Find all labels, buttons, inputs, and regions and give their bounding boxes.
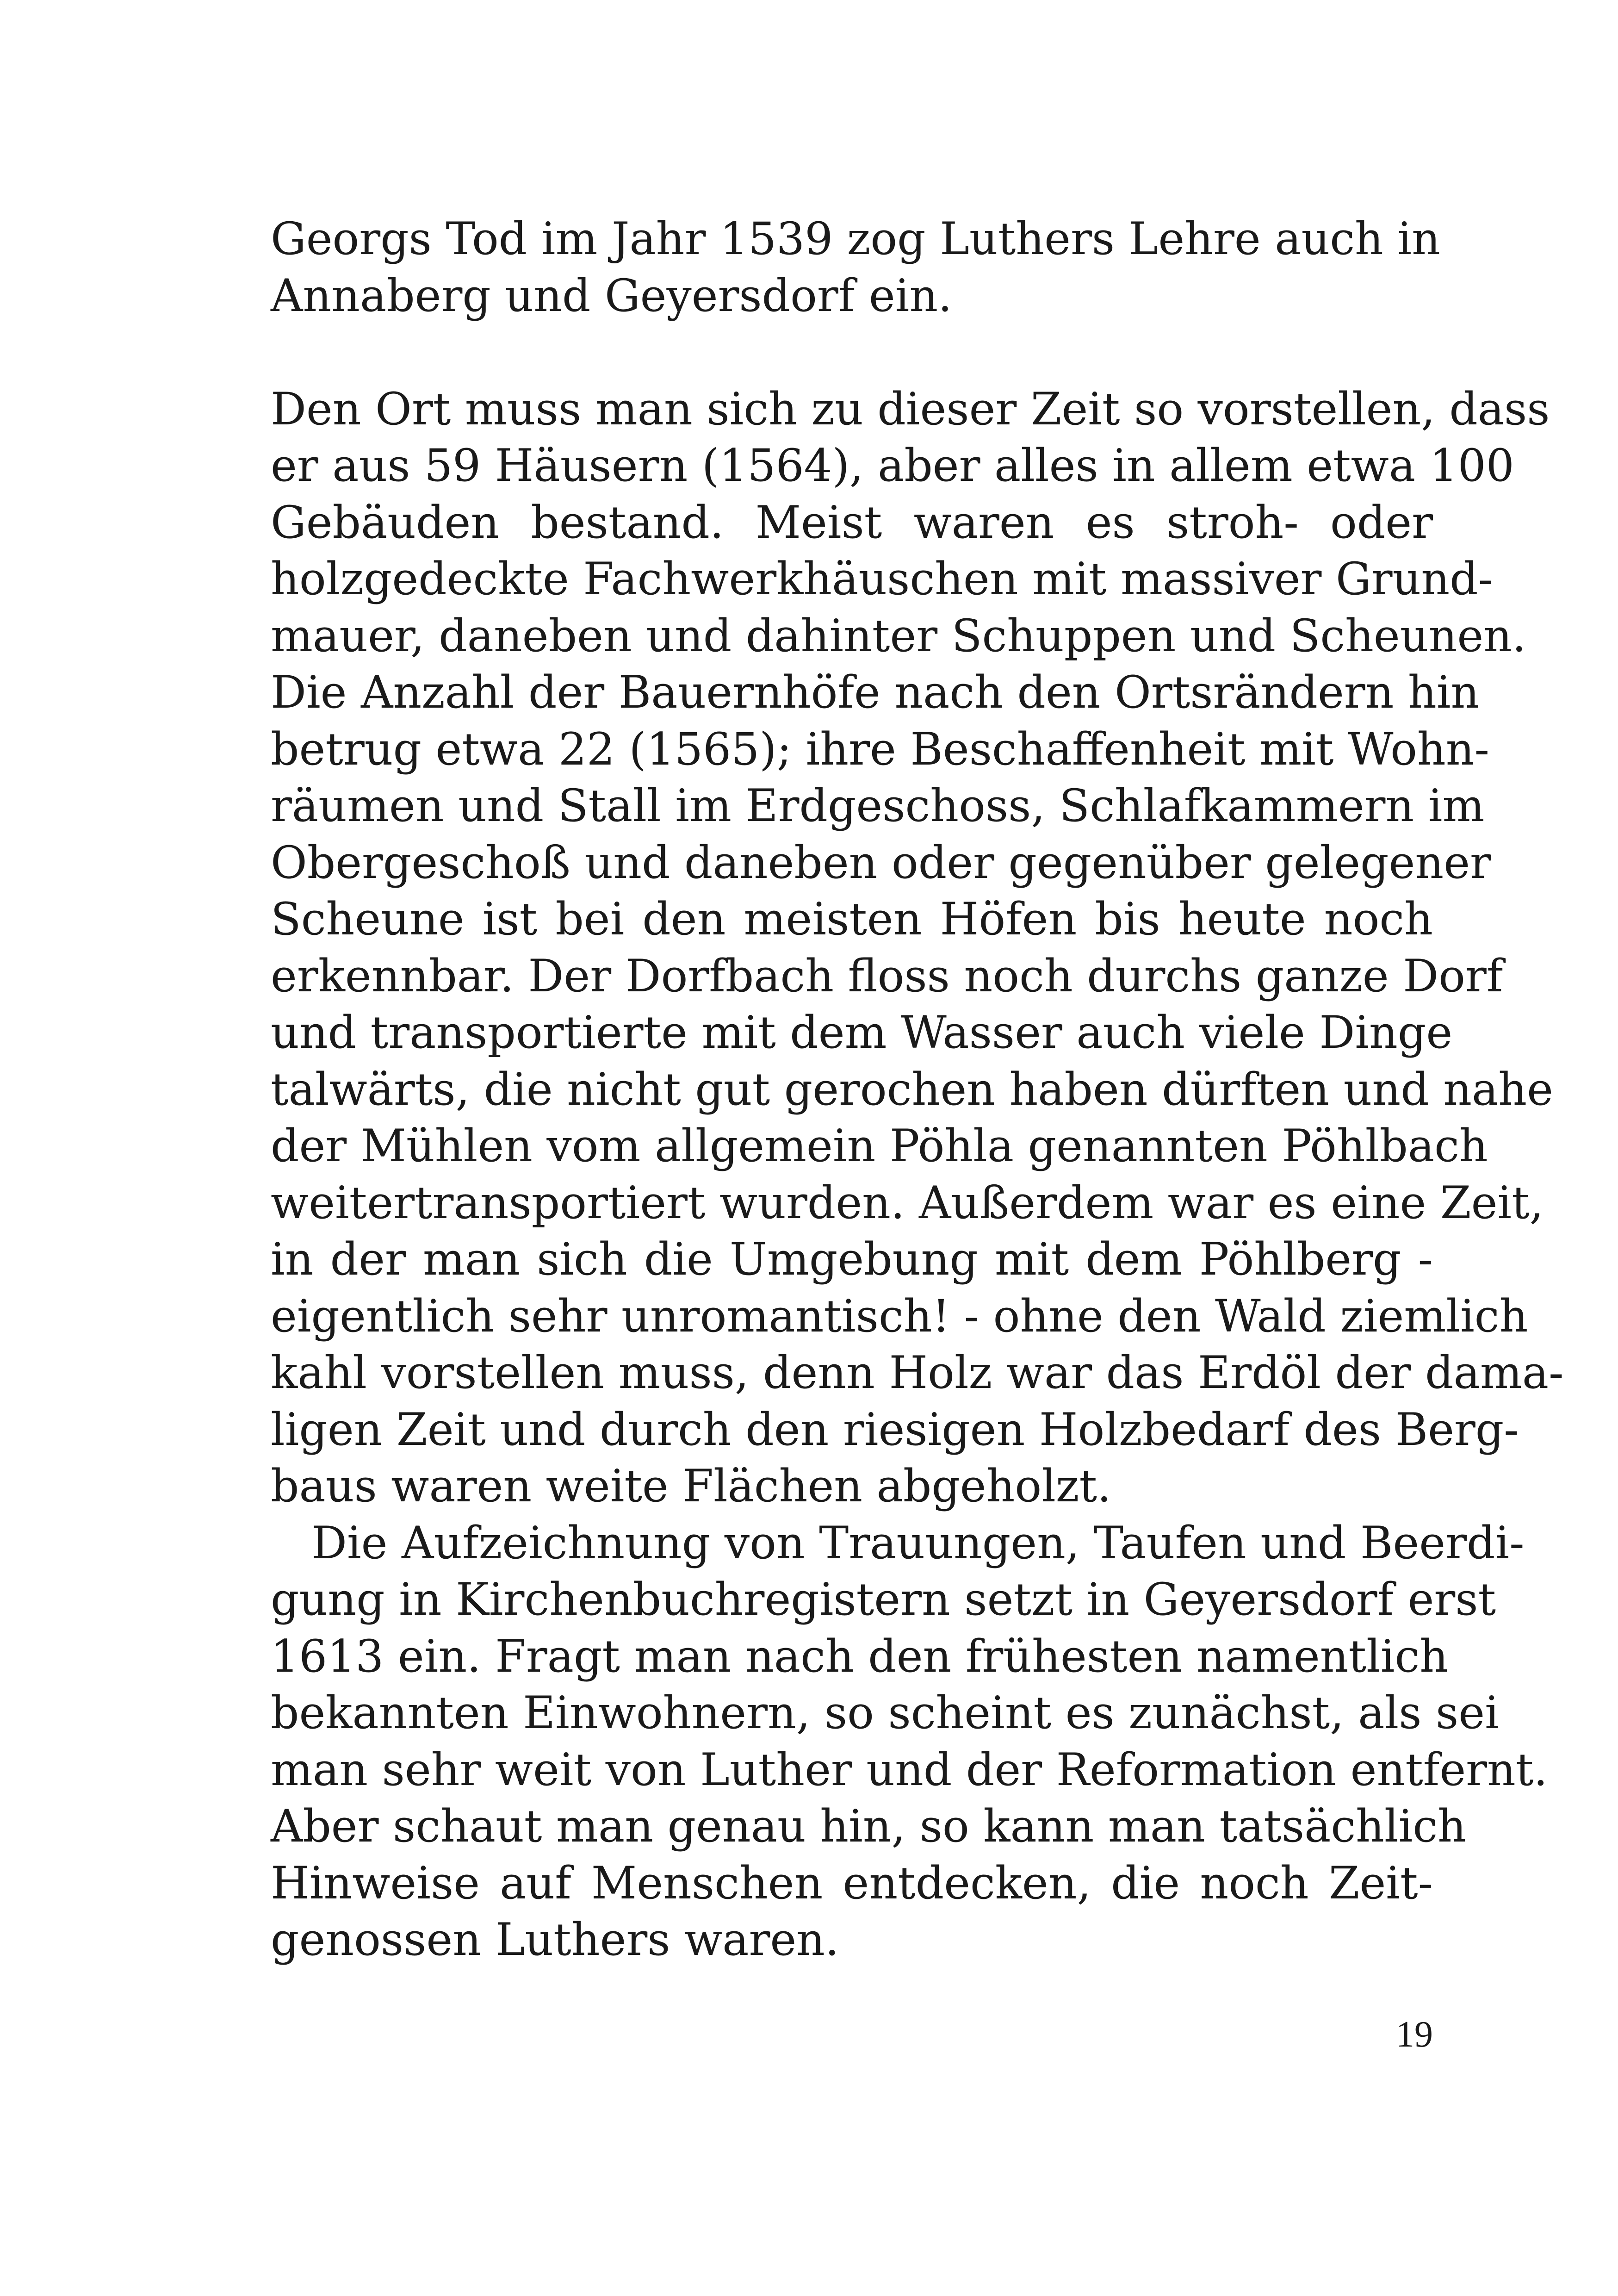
page-number: 19 xyxy=(1396,2014,1433,2055)
text-line: man sehr weit von Luther und der Reformation entfernt. xyxy=(271,1743,1548,1796)
paragraph-gap xyxy=(271,324,1433,381)
text-line: Annaberg und Geyersdorf ein. xyxy=(271,269,952,322)
text-line: gung in Kirchenbuchregistern setzt in Geyersdorf erst xyxy=(271,1574,1496,1625)
text-line: ligen Zeit und durch den riesigen Holzbedarf des Berg- xyxy=(271,1403,1519,1456)
text-line: Hinweise auf Menschen entdecken, die noch Zeit- xyxy=(271,1857,1433,1909)
text-line: betrug etwa 22 (1565); ihre Beschaffenheit mit Wohn- xyxy=(271,723,1489,775)
text-line: Gebäuden bestand. Meist waren es stroh- oder xyxy=(271,496,1433,548)
text-line: Die Anzahl der Bauernhöfe nach den Ortsrändern hin xyxy=(271,666,1480,718)
text-line: Die Aufzeichnung von Trauungen, Taufen und Beerdi- xyxy=(311,1517,1525,1569)
text-line: mauer, daneben und dahinter Schuppen und Scheunen. xyxy=(271,610,1526,662)
text-line: Georgs Tod im Jahr 1539 zog Luthers Lehre auch in xyxy=(271,213,1440,265)
text-line: er aus 59 Häusern (1564), aber alles in allem etwa 100 xyxy=(271,440,1514,492)
text-line: Obergeschoß und daneben oder gegenüber gelegener xyxy=(271,836,1491,889)
text-line: Scheune ist bei den meisten Höfen bis heute noch xyxy=(271,893,1433,945)
text-line: kahl vorstellen muss, denn Holz war das Erdöl der dama- xyxy=(271,1347,1564,1399)
text-line: weitertransportiert wurden. Außerdem war es eine Zeit, xyxy=(271,1176,1544,1229)
text-line: baus waren weite Flächen abgeholzt. xyxy=(271,1460,1111,1512)
text-line: erkennbar. Der Dorfbach floss noch durchs ganze Dorf xyxy=(271,950,1503,1002)
text-line: Aber schaut man genau hin, so kann man tatsächlich xyxy=(271,1800,1466,1852)
text-line: in der man sich die Umgebung mit dem Pöhlberg - xyxy=(271,1233,1433,1285)
text-line: der Mühlen vom allgemein Pöhla genannten Pöhlbach xyxy=(271,1120,1488,1172)
text-line: eigentlich sehr unromantisch! - ohne den Wald ziemlich xyxy=(271,1290,1528,1342)
text-line: holzgedeckte Fachwerkhäuschen mit massiver Grund- xyxy=(271,553,1494,605)
text-line: bekannten Einwohnern, so scheint es zunächst, als sei xyxy=(271,1687,1499,1739)
text-line: talwärts, die nicht gut gerochen haben dürften und nahe xyxy=(271,1063,1553,1115)
text-line: räumen und Stall im Erdgeschoss, Schlafkammern im xyxy=(271,780,1485,832)
body-text xyxy=(271,211,1564,1968)
text-line: und transportierte mit dem Wasser auch viele Dinge xyxy=(271,1007,1453,1058)
text-line: Den Ort muss man sich zu dieser Zeit so vorstellen, dass xyxy=(271,383,1550,435)
text-line: genossen Luthers waren. xyxy=(271,1914,839,1966)
text-line: 1613 ein. Fragt man nach den frühesten namentlich xyxy=(271,1630,1449,1682)
